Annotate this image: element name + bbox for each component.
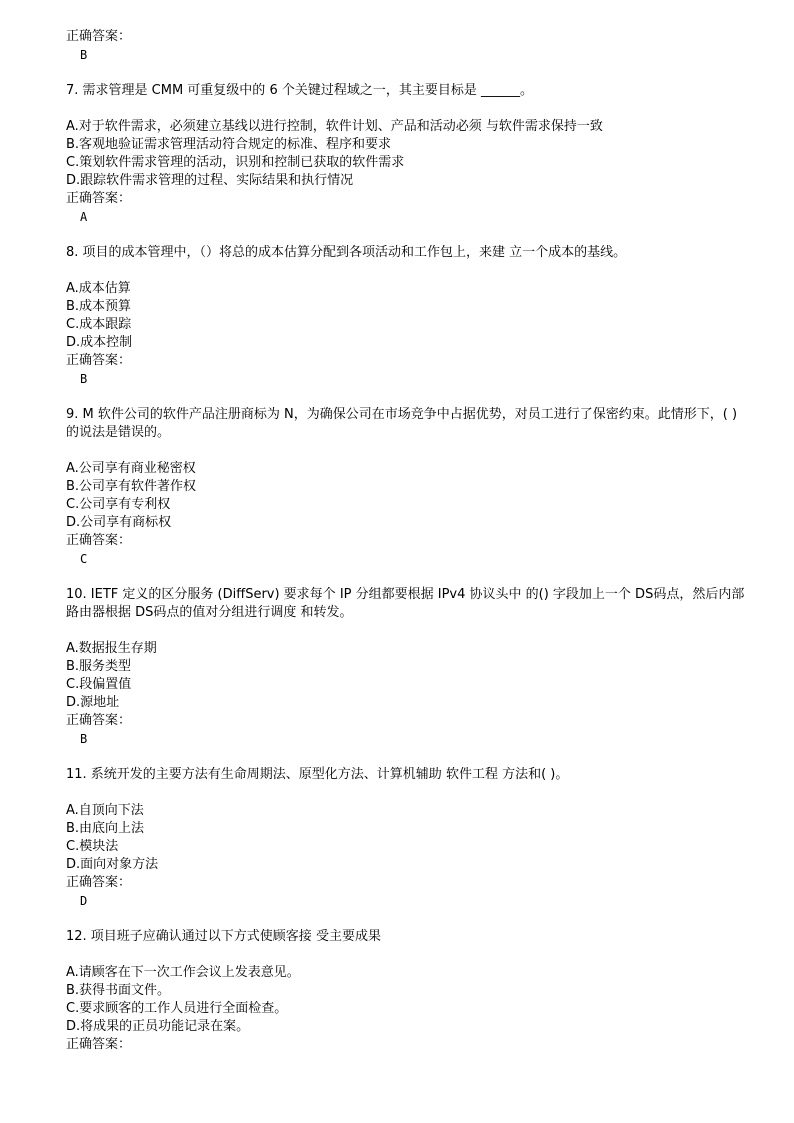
question-text: 8. 项目的成本管理中，（）将总的成本估算分配到各项活动和工作包上，来建 立一个成本的基线。	[66, 245, 627, 260]
spacer	[66, 622, 746, 640]
spacer	[66, 748, 746, 766]
option-c: C.要求顾客的工作人员进行全面检查。	[66, 1001, 288, 1016]
spacer	[66, 388, 746, 406]
option-a: A.请顾客在下一次工作会议上发表意见。	[66, 965, 300, 980]
option-c: C.成本跟踪	[66, 317, 132, 332]
spacer	[66, 64, 746, 82]
option-d: D.公司享有商标权	[66, 515, 172, 530]
option-c: C.策划软件需求管理的活动，识别和控制已获取的软件需求	[66, 155, 405, 170]
spacer	[66, 100, 746, 118]
option-b: B.成本预算	[66, 299, 132, 314]
option-a: A.自顶向下法	[66, 803, 144, 818]
answer-label: 正确答案：	[66, 353, 132, 368]
spacer	[66, 946, 746, 964]
question-text: 11. 系统开发的主要方法有生命周期法、原型化方法、计算机辅助 软件工程 方法和( )。	[66, 767, 569, 782]
answer-value: B	[80, 372, 88, 386]
question-text: 7. 需求管理是 CMM 可重复级中的 6 个关键过程域之一，其主要目标是 ______。	[66, 83, 533, 98]
option-a: A.对于软件需求，必须建立基线以进行控制，软件计划、产品和活动必须 与软件需求保持一致	[66, 119, 603, 134]
option-a: A.数据报生存期	[66, 641, 157, 656]
answer-value: C	[80, 552, 88, 566]
answer-value: A	[80, 210, 88, 224]
answer-label: 正确答案：	[66, 191, 132, 206]
option-d: D.将成果的正员功能记录在案。	[66, 1019, 250, 1034]
answer-label: 正确答案：	[66, 713, 132, 728]
option-b: B.公司享有软件著作权	[66, 479, 197, 494]
option-a: A.成本估算	[66, 281, 131, 296]
answer-value: B	[80, 48, 88, 62]
option-c: C.段偏置值	[66, 677, 132, 692]
answer-label: 正确答案：	[66, 875, 132, 890]
spacer	[66, 442, 746, 460]
option-b: B.客观地验证需求管理活动符合规定的标准、程序和要求	[66, 137, 392, 152]
answer-value: D	[80, 894, 88, 908]
option-c: C.公司享有专利权	[66, 497, 171, 512]
option-b: B.由底向上法	[66, 821, 145, 836]
answer-label: 正确答案：	[66, 29, 132, 44]
question-text: 9. M 软件公司的软件产品注册商标为 N，为确保公司在市场竞争中占据优势，对员工进行了保密约束。此情形下，( )的说法是错误的。	[66, 407, 738, 440]
question-text: 10. IETF 定义的区分服务 (DiffServ) 要求每个 IP 分组都要根据 IPv4 协议头中 的() 字段加上一个 DS码点，然后内部路由器根据 DS码点的值对分组进行调度 和转发。	[66, 587, 745, 620]
answer-value: B	[80, 732, 88, 746]
answer-label: 正确答案：	[66, 533, 132, 548]
question-text: 12. 项目班子应确认通过以下方式使顾客接 受主要成果	[66, 929, 381, 944]
option-c: C.模块法	[66, 839, 119, 854]
spacer	[66, 568, 746, 586]
option-d: D.源地址	[66, 695, 120, 710]
spacer	[66, 910, 746, 928]
option-d: D.跟踪软件需求管理的过程、实际结果和执行情况	[66, 173, 354, 188]
spacer	[66, 226, 746, 244]
option-b: B.获得书面文件。	[66, 983, 171, 998]
answer-label: 正确答案：	[66, 1037, 132, 1052]
exam-page	[66, 28, 746, 1054]
option-d: D.成本控制	[66, 335, 133, 350]
spacer	[66, 262, 746, 280]
option-d: D.面向对象方法	[66, 857, 159, 872]
spacer	[66, 784, 746, 802]
option-b: B.服务类型	[66, 659, 132, 674]
option-a: A.公司享有商业秘密权	[66, 461, 196, 476]
